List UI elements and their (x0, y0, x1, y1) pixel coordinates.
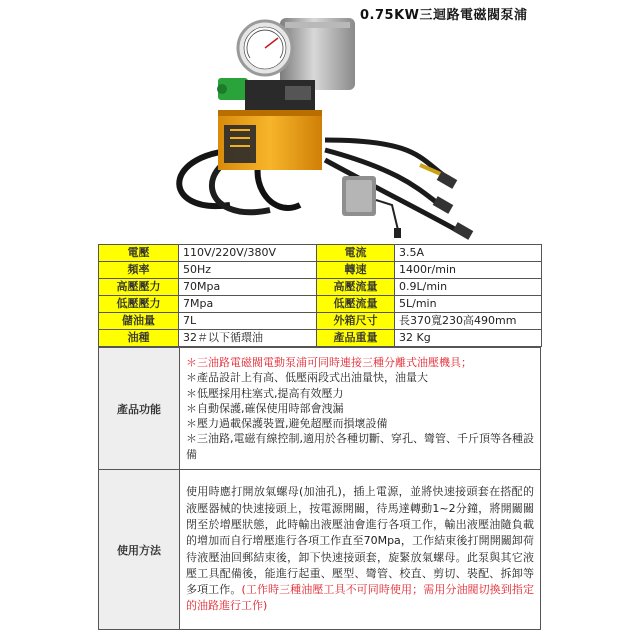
spec-value: 7Mpa (179, 296, 317, 313)
description-table (98, 347, 541, 630)
spec-label: 高壓流量 (317, 279, 395, 296)
spec-label: 電流 (317, 245, 395, 262)
feature-item: ＊三油路電磁閥電動泵浦可同時連接三種分離式油壓機具； (186, 356, 472, 370)
features-label: 產品功能 (99, 348, 180, 470)
spec-label: 電壓 (99, 245, 179, 262)
table-row (99, 245, 542, 262)
spec-label: 油種 (99, 330, 179, 347)
spec-value: 50Hz (179, 262, 317, 279)
feature-item: ＊壓力過載保護裝置,避免超壓而損壞設備 (186, 417, 388, 431)
feature-item: ＊低壓採用柱塞式,提高有效壓力 (186, 386, 344, 400)
spec-value: 7L (179, 313, 317, 330)
feature-item: ＊產品設計上有高、低壓兩段式出油量快，油量大 (186, 371, 428, 385)
spec-label: 高壓壓力 (99, 279, 179, 296)
spec-label: 產品重量 (317, 330, 395, 347)
table-row (99, 313, 542, 330)
pump-product-photo (120, 0, 500, 244)
table-row (99, 296, 542, 313)
spec-label: 頻率 (99, 262, 179, 279)
spec-label: 低壓壓力 (99, 296, 179, 313)
spec-value: 3.5A (395, 245, 542, 262)
feature-item: ＊三油路,電磁有線控制,適用於各種切斷、穿孔、彎管、千斤頂等各種設備 (186, 432, 534, 461)
spec-value: 0.9L/min (395, 279, 542, 296)
usage-instructions (180, 470, 541, 630)
features-row (99, 348, 541, 470)
usage-text: 使用時應打開放氣螺母(加油孔)，插上電源，並將快速接頭套在搭配的液壓器械的快速接頭上，按電源開關，待馬達轉動1~2分鐘，將開關關閉至於增壓狀態，此時輸出液壓油會進行各項工作，輸出液壓油隨負載的增加而自行增壓進行各項工作直至70Mpa，工作結束後打開開關卸荷待液壓油回郵結束後，卸下快速接頭套，旋緊放氣螺母。此泵與其它液壓工具配備後，能進行起重、壓型、彎管、校直、剪切、裝配、拆卸等多項工作。 (186, 485, 534, 597)
specification-table (98, 244, 542, 347)
spec-label: 低壓流量 (317, 296, 395, 313)
spec-value: 70Mpa (179, 279, 317, 296)
usage-row (99, 470, 541, 630)
features-list (180, 348, 541, 470)
table-row (99, 330, 542, 347)
spec-value: 長370寬230高490mm (395, 313, 542, 330)
spec-label: 轉速 (317, 262, 395, 279)
spec-value: 32 Kg (395, 330, 542, 347)
spec-label: 儲油量 (99, 313, 179, 330)
spec-value: 5L/min (395, 296, 542, 313)
spec-label: 外箱尺寸 (317, 313, 395, 330)
usage-warning: (工作時三種油壓工具不可同時使用；需用分油閥切換到指定的油路進行工作) (186, 583, 534, 613)
spec-value: 32＃以下循環油 (179, 330, 317, 347)
spec-value: 110V/220V/380V (179, 245, 317, 262)
usage-label: 使用方法 (99, 470, 180, 630)
spec-value: 1400r/min (395, 262, 542, 279)
feature-item: ＊自動保護,確保使用時部會洩漏 (186, 401, 344, 415)
table-row (99, 262, 542, 279)
product-title: 0.75KW三迴路電磁閥泵浦 (360, 8, 528, 23)
table-row (99, 279, 542, 296)
